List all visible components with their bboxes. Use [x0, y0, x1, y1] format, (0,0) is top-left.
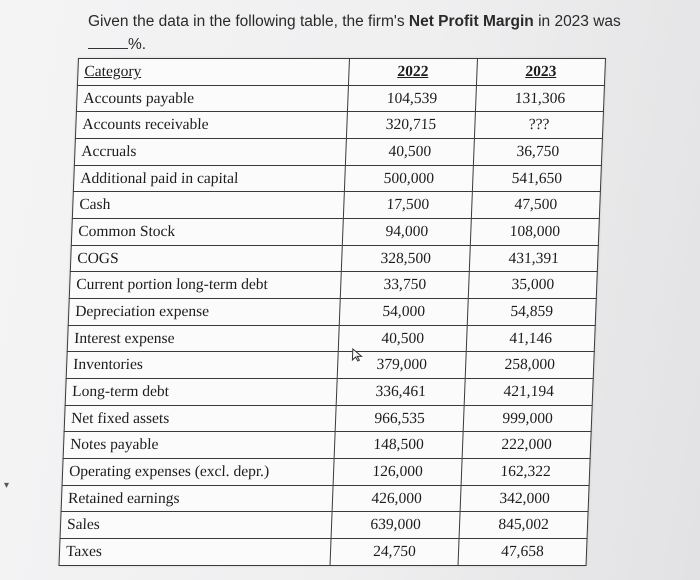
category-cell: Operating expenses (excl. depr.) — [62, 459, 334, 486]
value-2023-cell: 162,322 — [461, 459, 590, 486]
value-2023-cell: 421,194 — [464, 379, 593, 406]
value-2023-cell: 41,146 — [466, 325, 595, 352]
value-2022-cell: 33,750 — [340, 272, 469, 299]
answer-unit: %. — [128, 36, 147, 53]
value-2022-cell: 328,500 — [341, 245, 470, 272]
question-text — [88, 10, 688, 56]
category-cell: Accounts payable — [76, 85, 348, 112]
category-cell: COGS — [70, 245, 342, 272]
value-2023-cell: 54,859 — [467, 299, 596, 326]
question-prefix: Given the data in the following table, the firm's — [88, 13, 409, 30]
value-2022-cell: 379,000 — [337, 352, 466, 379]
data-table — [58, 58, 606, 566]
table-row — [63, 432, 591, 459]
category-cell: Net fixed assets — [64, 405, 336, 432]
value-2022-cell: 54,000 — [339, 299, 468, 326]
value-2023-cell: 47,658 — [458, 539, 587, 566]
value-2023-cell: 541,650 — [472, 165, 601, 192]
value-2022-cell: 426,000 — [332, 485, 461, 512]
value-2023-cell: 845,002 — [459, 512, 588, 539]
category-cell: Sales — [60, 512, 332, 539]
value-2023-cell: 431,391 — [469, 245, 598, 272]
value-2022-cell: 40,500 — [338, 325, 467, 352]
table-row — [68, 299, 596, 326]
value-2022-cell: 639,000 — [331, 512, 460, 539]
value-2023-cell: 35,000 — [468, 272, 597, 299]
table-row — [72, 192, 600, 219]
value-2022-cell: 126,000 — [333, 459, 462, 486]
value-2023-cell: 47,500 — [471, 192, 600, 219]
table-row — [61, 485, 589, 512]
mouse-pointer-icon — [351, 348, 364, 362]
category-cell: Additional paid in capital — [73, 165, 345, 192]
table-row — [67, 325, 595, 352]
value-2023-cell: 999,000 — [463, 405, 592, 432]
value-2022-cell: 17,500 — [343, 192, 472, 219]
category-cell: Accounts receivable — [75, 112, 347, 139]
table-row — [74, 139, 602, 166]
table-row — [59, 539, 587, 566]
value-2022-cell: 336,461 — [336, 379, 465, 406]
value-2022-cell: 104,539 — [347, 85, 476, 112]
table-row — [64, 405, 592, 432]
value-2022-cell: 500,000 — [344, 165, 473, 192]
value-2023-cell: 131,306 — [475, 85, 604, 112]
table-row — [73, 165, 601, 192]
question-suffix: in 2023 was — [533, 13, 621, 30]
value-2022-cell: 148,500 — [334, 432, 463, 459]
category-cell: Accruals — [74, 139, 346, 166]
answer-blank[interactable] — [88, 35, 128, 49]
table-row — [66, 352, 594, 379]
category-cell: Retained earnings — [61, 485, 333, 512]
value-2023-cell: 342,000 — [460, 485, 589, 512]
value-2022-cell: 40,500 — [345, 139, 474, 166]
table-row — [65, 379, 593, 406]
category-cell: Current portion long-term debt — [69, 272, 341, 299]
header-2022: 2022 — [348, 59, 477, 86]
value-2022-cell: 966,535 — [335, 405, 464, 432]
data-table-photo — [58, 58, 606, 566]
category-cell: Depreciation expense — [68, 299, 340, 326]
value-2023-cell: 108,000 — [470, 219, 599, 246]
value-2022-cell: 24,750 — [330, 539, 459, 566]
table-row — [76, 85, 604, 112]
table-row — [62, 459, 590, 486]
value-2022-cell: 320,715 — [346, 112, 475, 139]
expand-arrow-icon[interactable]: ▾ — [4, 480, 10, 491]
header-category: Category — [77, 59, 349, 86]
table-row — [60, 512, 588, 539]
value-2023-cell: 258,000 — [465, 352, 594, 379]
category-cell: Notes payable — [63, 432, 335, 459]
category-cell: Cash — [72, 192, 344, 219]
table-header-row — [77, 59, 605, 86]
category-cell: Long-term debt — [65, 379, 337, 406]
table-row — [69, 272, 597, 299]
category-cell: Common Stock — [71, 219, 343, 246]
question-bold-term: Net Profit Margin — [408, 13, 534, 30]
value-2023-cell: 222,000 — [462, 432, 591, 459]
table-row — [75, 112, 603, 139]
value-2023-cell: 36,750 — [473, 139, 602, 166]
table-row — [70, 245, 598, 272]
category-cell: Taxes — [59, 539, 331, 566]
category-cell: Interest expense — [67, 325, 339, 352]
table-row — [71, 219, 599, 246]
value-2022-cell: 94,000 — [342, 219, 471, 246]
value-2023-cell: ??? — [474, 112, 603, 139]
category-cell: Inventories — [66, 352, 338, 379]
header-2023: 2023 — [476, 59, 605, 86]
